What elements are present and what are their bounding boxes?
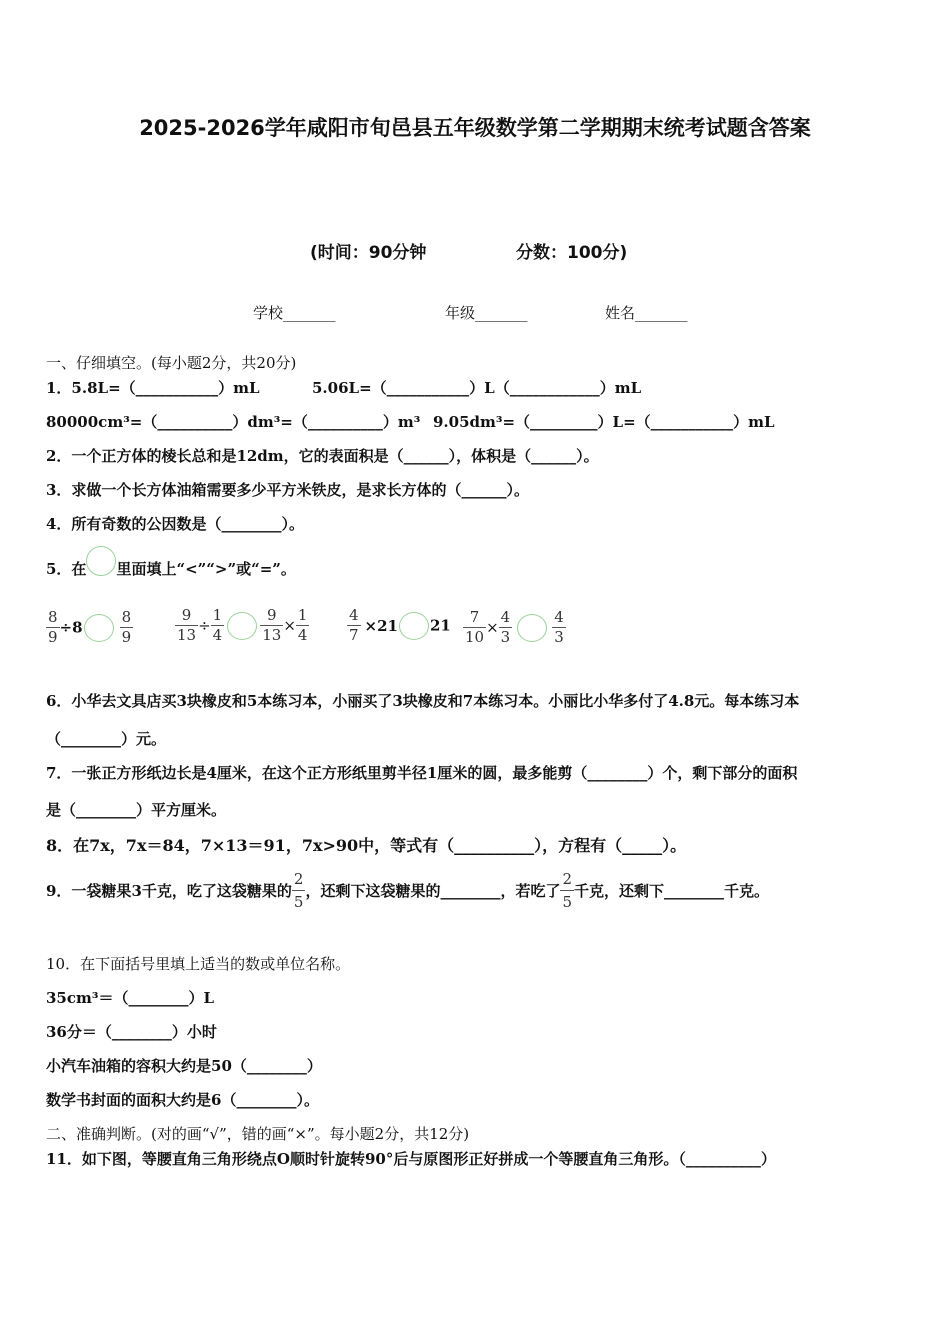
question-9 xyxy=(46,868,769,913)
section-2-heading: 二、准确判断。(对的画“√”，错的画“×”。每小题2分，共12分) xyxy=(46,1125,470,1143)
name-field[interactable]: 姓名_______ xyxy=(605,304,688,322)
operator: ÷ xyxy=(198,616,211,635)
grade-field[interactable]: 年级_______ xyxy=(445,304,528,322)
question-8: 8．在7x，7x＝84，7×13＝91，7x>90中，等式有（__________），方程有（_____）。 xyxy=(46,836,687,855)
question-10b: 36分＝（________）小时 xyxy=(46,1023,217,1041)
question-1b: 5.06L=（___________）L（____________）mL xyxy=(312,379,642,397)
question-3: 3．求做一个长方体油箱需要多少平方米铁皮，是求长方体的（______）。 xyxy=(46,481,529,499)
operator: ÷8 xyxy=(59,618,83,637)
q5-item-d xyxy=(463,608,566,647)
question-6a: 6．小华去文具店买3块橡皮和5本练习本，小丽买了3块橡皮和7本练习本。小丽比小华多付了4.8元。每本练习本 xyxy=(46,692,800,710)
question-10: 10．在下面括号里填上适当的数或单位名称。 xyxy=(46,955,351,973)
q5-item-c xyxy=(347,606,451,645)
school-field[interactable]: 学校_______ xyxy=(253,304,336,322)
question-5-suffix: 里面填上“<”“>”或“=”。 xyxy=(116,560,296,578)
fraction: $\frac{7}{10}$ xyxy=(465,608,485,646)
fraction: $\frac{2}{5}$ xyxy=(562,870,572,911)
question-1d: 9.05dm³=（_________）L=（___________）mL xyxy=(433,413,775,431)
section-1-heading: 一、仔细填空。(每小题2分，共20分) xyxy=(46,354,297,372)
q5-item-b xyxy=(175,606,309,645)
question-2: 2．一个正方体的棱长总和是12dm，它的表面积是（______），体积是（______）。 xyxy=(46,447,599,465)
question-4: 4．所有奇数的公因数是（________）。 xyxy=(46,515,304,533)
question-10c: 小汽车油箱的容积大约是50（________） xyxy=(46,1057,322,1075)
compare-circle-b[interactable] xyxy=(227,612,257,640)
fraction: $\frac{8}{9}$ xyxy=(121,608,132,646)
question-5-prefix: 5．在 xyxy=(46,560,87,578)
fraction: $\frac{4}{3}$ xyxy=(554,608,564,646)
q9-part-c: 千克，还剩下________千克。 xyxy=(574,882,770,900)
compare-circle-d[interactable] xyxy=(517,614,547,642)
compare-circle-a[interactable] xyxy=(84,614,114,642)
fraction: $\frac{9}{13}$ xyxy=(262,606,282,644)
fraction: $\frac{2}{5}$ xyxy=(293,870,304,911)
question-10a: 35cm³＝（________）L xyxy=(46,989,214,1007)
fraction: $\frac{8}{9}$ xyxy=(48,608,58,646)
q9-part-b: ，还剩下这袋糖果的________，若吃了 xyxy=(305,882,561,900)
q9-part-a: 9．一袋糖果3千克，吃了这袋糖果的 xyxy=(46,882,292,900)
question-7b: 是（________）平方厘米。 xyxy=(46,801,227,819)
question-6b: （________）元。 xyxy=(46,730,167,748)
fraction: $\frac{9}{13}$ xyxy=(177,606,197,644)
question-5 xyxy=(46,546,296,579)
question-1a: 1．5.8L=（___________）mL xyxy=(46,379,260,397)
operator: × xyxy=(486,618,499,637)
fraction: $\frac{4}{3}$ xyxy=(500,608,511,646)
fraction: $\frac{1}{4}$ xyxy=(297,606,308,644)
answer-circle-sample xyxy=(86,546,116,576)
fraction: $\frac{1}{4}$ xyxy=(212,606,223,644)
fraction: $\frac{4}{7}$ xyxy=(349,606,359,644)
value: 21 xyxy=(430,616,451,635)
question-11: 11．如下图，等腰直角三角形绕点O顺时针旋转90°后与原图形正好拼成一个等腰直角三角形。（__________） xyxy=(46,1150,776,1168)
page-title: 2025-2026学年咸阳市旬邑县五年级数学第二学期期末统考试题含答案 xyxy=(139,116,811,140)
q5-item-a xyxy=(46,608,133,647)
exam-score: 分数：100分) xyxy=(516,243,628,263)
compare-circle-c[interactable] xyxy=(399,612,429,640)
question-10d: 数学书封面的面积大约是6（________）。 xyxy=(46,1091,319,1109)
operator: ×21 xyxy=(364,616,398,635)
operator: × xyxy=(283,616,296,635)
question-7a: 7．一张正方形纸边长是4厘米，在这个正方形纸里剪半径1厘米的圆，最多能剪（________）个，剩下部分的面积 xyxy=(46,764,798,782)
exam-time: (时间：90分钟 xyxy=(310,243,427,263)
question-1c: 80000cm³=（__________）dm³=（__________）m³ xyxy=(46,413,421,431)
